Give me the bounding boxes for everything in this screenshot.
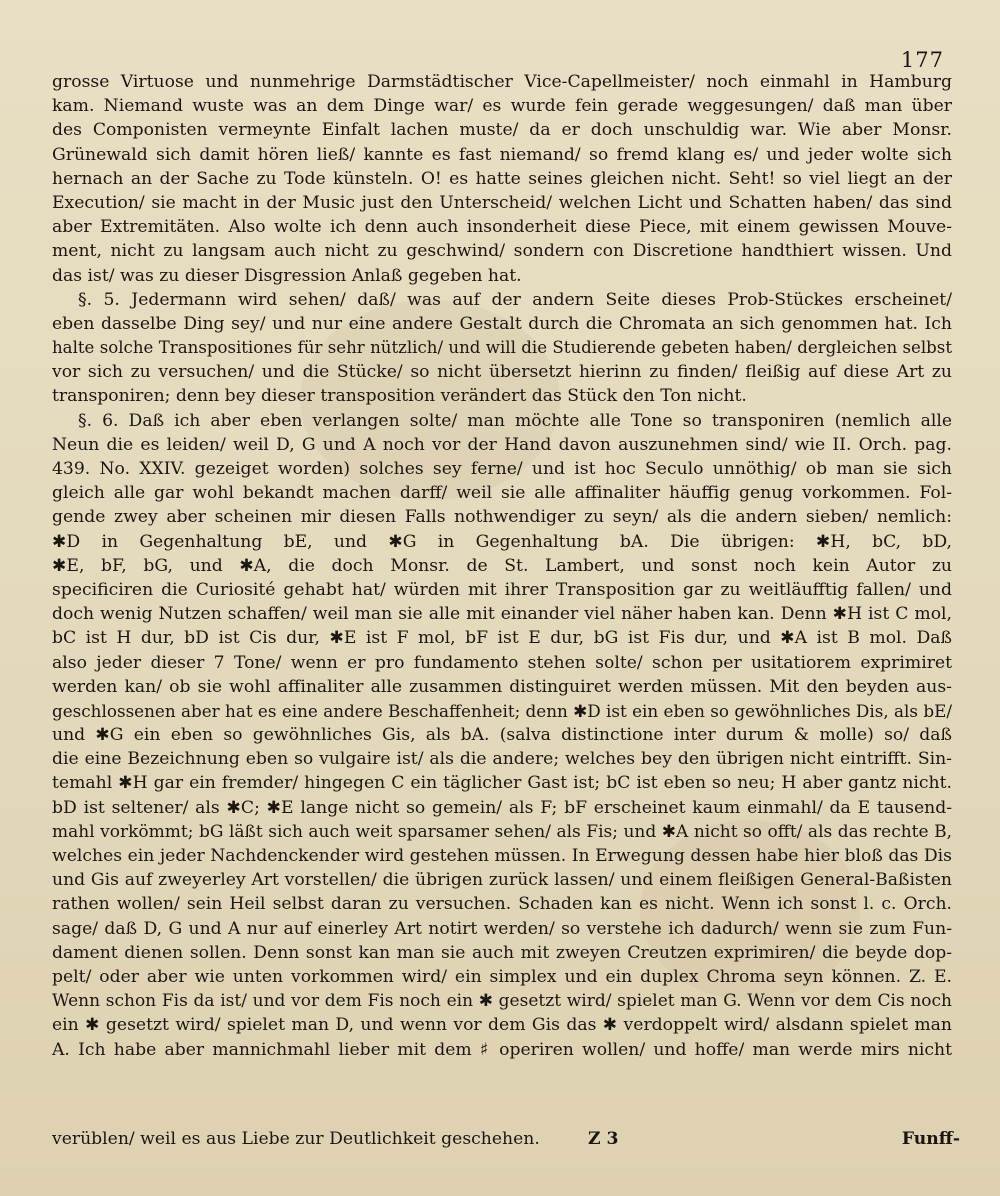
- text-line: ✱D in Gegenhaltung bE, und ✱G in Gegenhaltung bA. Die übrigen: ✱H, bC, bD,: [52, 531, 952, 552]
- text-line: transponiren; denn bey dieser transposition verändert das Stück den Ton nicht.: [52, 386, 747, 407]
- text-line: rathen wollen/ sein Heil selbst daran zu versuchen. Schaden kan es nicht. Wenn ich sonst l. c. Orch.: [52, 894, 952, 915]
- text-line: ✱E, bF, bG, und ✱A, die doch Monsr. de St. Lambert, und sonst noch kein Autor zu: [52, 555, 952, 576]
- text-line: A. Ich habe aber mannichmahl lieber mit dem ♯ operiren wollen/ und hoffe/ man werde mirs nicht: [52, 1039, 952, 1060]
- text-line: und Gis auf zweyerley Art vorstellen/ die übrigen zurück lassen/ und einem fleißigen General-Baßisten: [52, 870, 952, 891]
- text-line: und ✱G ein eben so gewöhnliches Gis, als bA. (salva distinctione inter durum & molle) so/ daß: [52, 725, 952, 746]
- text-line: gende zwey aber scheinen mir diesen Falls nothwendiger zu seyn/ als die andern sieben/ nemlich:: [52, 507, 952, 528]
- final-line: verüblen/ weil es aus Liebe zur Deutlichkeit geschehen.: [52, 1129, 540, 1149]
- text-line: Neun die es leiden/ weil D, G und A noch vor der Hand davon auszunehmen sind/ wie II. Orch. pag.: [52, 434, 952, 455]
- text-line: die eine Bezeichnung eben so vulgaire ist/ als die andere; welches bey den übrigen nicht eintrifft. Sin-: [52, 749, 952, 770]
- text-line: §. 5. Jedermann wird sehen/ daß/ was auf der andern Seite dieses Prob-Stückes erscheinet/: [78, 289, 952, 310]
- text-line: bC ist H dur, bD ist Cis dur, ✱E ist F mol, bF ist E dur, bG ist Fis dur, und ✱A ist B mol. Daß: [52, 628, 952, 649]
- text-line: Wenn schon Fis da ist/ und vor dem Fis noch ein ✱ gesetzt wird/ spielet man G. Wenn vor dem Cis noch: [52, 991, 952, 1012]
- text-line: ein ✱ gesetzt wird/ spielet man D, und wenn vor dem Gis das ✱ verdoppelt wird/ alsdann spielet man: [52, 1015, 952, 1036]
- text-line: doch wenig Nutzen schaffen/ weil man sie alle mit einander viel näher haben kan. Denn ✱H ist C mol,: [52, 604, 952, 625]
- text-line: hernach an der Sache zu Tode künsteln. O! es hatte seines gleichen nicht. Seht! so viel liegt an der: [52, 168, 952, 189]
- text-line: gleich alle gar wohl bekandt machen darff/ weil sie alle affinaliter häuffig genug vorkommen. Fol-: [52, 483, 952, 504]
- text-line: temahl ✱H gar ein fremder/ hingegen C ein täglicher Gast ist; bC ist eben so neu; H aber gantz nicht.: [52, 773, 952, 794]
- text-line: mahl vorkömmt; bG läßt sich auch weit sparsamer sehen/ als Fis; und ✱A nicht so offt/ als das rechte B,: [52, 821, 952, 842]
- text-line: kam. Niemand wuste was an dem Dinge war/ es wurde fein gerade weggesungen/ daß man über: [52, 96, 952, 117]
- catchword: Funff-: [901, 1129, 960, 1149]
- text-line: also jeder dieser 7 Tone/ wenn er pro fundamento stehen solte/ schon per usitatiorem exprimiret: [52, 652, 952, 673]
- text-line: §. 6. Daß ich aber eben verlangen solte/ man möchte alle Tone so transponiren (nemlich alle: [78, 410, 952, 431]
- text-line: 439. No. XXIV. gezeiget worden) solches sey ferne/ und ist hoc Seculo unnöthig/ ob man sie sich: [52, 459, 952, 479]
- page-footer: [52, 1126, 960, 1152]
- text-line: das ist/ was zu dieser Disgression Anlaß gegeben hat.: [52, 265, 522, 286]
- signature-mark: Z 3: [588, 1129, 619, 1149]
- text-line: aber Extremitäten. Also wolte ich denn auch insonderheit diese Piece, mit einem gewissen Mouve-: [52, 217, 952, 238]
- text-line: Grünewald sich damit hören ließ/ kannte es fast niemand/ so fremd klang es/ und jeder wolte sich: [52, 144, 952, 165]
- text-line: eben dasselbe Ding sey/ und nur eine andere Gestalt durch die Chromata an sich genommen hat. Ich: [52, 313, 952, 334]
- text-line: vor sich zu versuchen/ und die Stücke/ so nicht übersetzt hierinn zu finden/ fleißig auf diese Art zu: [52, 362, 952, 383]
- text-line: welches ein jeder Nachdenckender wird gestehen müssen. In Erwegung dessen habe hier bloß das Dis: [52, 846, 952, 866]
- text-line: sage/ daß D, G und A nur auf einerley Art notirt werden/ so verstehe ich dadurch/ wenn sie zum Fun-: [52, 918, 952, 939]
- text-line: pelt/ oder aber wie unten vorkommen wird/ ein simplex und ein duplex Chroma seyn können. Z. E.: [52, 966, 952, 987]
- page-number: 177: [900, 48, 944, 72]
- text-line: Execution/ sie macht in der Music just den Unterscheid/ welchen Licht und Schatten haben/ das sind: [52, 192, 952, 213]
- text-line: ment, nicht zu langsam auch nicht zu geschwind/ sondern con Discretione handthiert wissen. Und: [52, 241, 952, 262]
- text-line: bD ist seltener/ als ✱C; ✱E lange nicht so gemein/ als F; bF erscheinet kaum einmahl/ da E tausend-: [52, 797, 952, 818]
- text-line: des Componisten vermeynte Einfalt lachen muste/ da er doch unschuldig war. Wie aber Monsr.: [52, 120, 952, 141]
- text-line: dament dienen sollen. Denn sonst kan man sie auch mit zweyen Creutzen exprimiren/ die beyde dop-: [52, 942, 952, 963]
- text-line: grosse Virtuose und nunmehrige Darmstädtischer Vice-Capellmeister/ noch einmahl in Hamburg: [52, 72, 952, 92]
- text-block: [52, 70, 952, 1062]
- text-line: geschlossenen aber hat es eine andere Beschaffenheit; denn ✱D ist ein eben so gewöhnliches Dis, als bE/: [52, 700, 952, 721]
- text-line: specificiren die Curiosité gehabt hat/ würden mit ihrer Transposition gar zu weitläufftig fallen/ und: [52, 579, 952, 600]
- text-line: werden kan/ ob sie wohl affinaliter alle zusammen distinguiret werden müssen. Mit den beyden aus-: [52, 676, 952, 697]
- text-line: halte solche Transpositiones für sehr nützlich/ und will die Studierende gebeten haben/ dergleichen selbst: [52, 338, 952, 358]
